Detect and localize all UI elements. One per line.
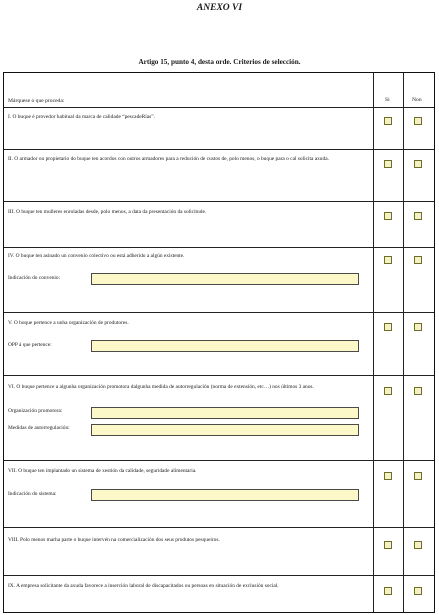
criterion-text: I. O buque é provedor habitual da marca de calidade “pescadeRías”. bbox=[8, 114, 155, 120]
column-header-non: Non bbox=[412, 97, 422, 103]
checkbox-non[interactable] bbox=[414, 387, 422, 395]
checkbox-si[interactable] bbox=[384, 160, 392, 168]
checkbox-si[interactable] bbox=[384, 587, 392, 595]
annex-title: ANEXO VI bbox=[196, 3, 243, 13]
field-label-opp: OPP á que pertence: bbox=[8, 342, 52, 348]
field-label-sistema: Indicación do sistema: bbox=[8, 491, 57, 497]
checkbox-non[interactable] bbox=[414, 587, 422, 595]
criterion-row-6 bbox=[4, 375, 434, 460]
criterion-row-4 bbox=[4, 247, 434, 312]
criterion-row-9 bbox=[4, 575, 434, 612]
checkbox-si[interactable] bbox=[384, 212, 392, 220]
checkbox-non[interactable] bbox=[414, 323, 422, 331]
criterion-text: IX. A empresa solicitante da axuda favorece a inserción laboral de discapacitados ou persoas en situación de exclusión social. bbox=[8, 583, 279, 589]
medidas-input[interactable] bbox=[91, 424, 359, 436]
criterion-row-2 bbox=[4, 149, 434, 201]
criterion-text: VIII. Polo menos marha parte o buque intervén na comercialización dos seus produtos pesqueiros. bbox=[8, 537, 220, 543]
field-label-organizacion: Organización promotora: bbox=[8, 408, 63, 414]
column-header-si: Si bbox=[385, 97, 390, 103]
checkbox-si[interactable] bbox=[384, 256, 392, 264]
organizacion-input[interactable] bbox=[91, 407, 359, 419]
checkbox-non[interactable] bbox=[414, 472, 422, 480]
checkbox-non[interactable] bbox=[414, 212, 422, 220]
checkbox-si[interactable] bbox=[384, 323, 392, 331]
criterion-text: IV. O buque ten asinado un convenio colectivo ou está adherido a algún existente. bbox=[8, 253, 185, 259]
criterion-row-1 bbox=[4, 107, 434, 149]
checkbox-si[interactable] bbox=[384, 541, 392, 549]
checkbox-si[interactable] bbox=[384, 117, 392, 125]
criterion-row-8 bbox=[4, 527, 434, 575]
opp-input[interactable] bbox=[91, 340, 359, 352]
criterion-text: III. O buque ten mulleres enroladas desde, polo menos, a data da presentación da solicitude. bbox=[8, 209, 207, 215]
checkbox-non[interactable] bbox=[414, 256, 422, 264]
convenio-input[interactable] bbox=[91, 273, 359, 285]
checkbox-non[interactable] bbox=[414, 160, 422, 168]
checkbox-si[interactable] bbox=[384, 472, 392, 480]
criterion-row-7 bbox=[4, 460, 434, 527]
criteria-table bbox=[3, 72, 435, 613]
field-label-convenio: Indicación do convenio: bbox=[8, 275, 61, 281]
field-label-medidas: Medidas de autorregulación: bbox=[8, 425, 70, 431]
article-title: Artigo 15, punto 4, desta orde. Criterios de selección. bbox=[138, 58, 301, 66]
criterion-text: VI. O buque pertence a algunha organización promotora dalgunha medida de autorregulación (norma de extensión, etc…) nos últimos 3 anos. bbox=[8, 384, 314, 390]
checkbox-non[interactable] bbox=[414, 117, 422, 125]
criterion-row-5 bbox=[4, 312, 434, 375]
checkbox-si[interactable] bbox=[384, 387, 392, 395]
criterion-text: VII. O buque ten implantado un sistema de xestión da calidade, seguridade alimentaria. bbox=[8, 468, 197, 474]
instruction-text: Márquese o que proceda: bbox=[8, 98, 65, 104]
checkbox-non[interactable] bbox=[414, 541, 422, 549]
criterion-text: V. O buque pertence a unha organización de produtores. bbox=[8, 320, 129, 326]
criterion-text: II. O armador ou propietario do buque ten acordos con outros armadores para a redución de custos de, polo menos, o buque para o cal solicita axuda. bbox=[8, 156, 329, 162]
sistema-input[interactable] bbox=[91, 489, 359, 501]
criterion-row-3 bbox=[4, 201, 434, 247]
